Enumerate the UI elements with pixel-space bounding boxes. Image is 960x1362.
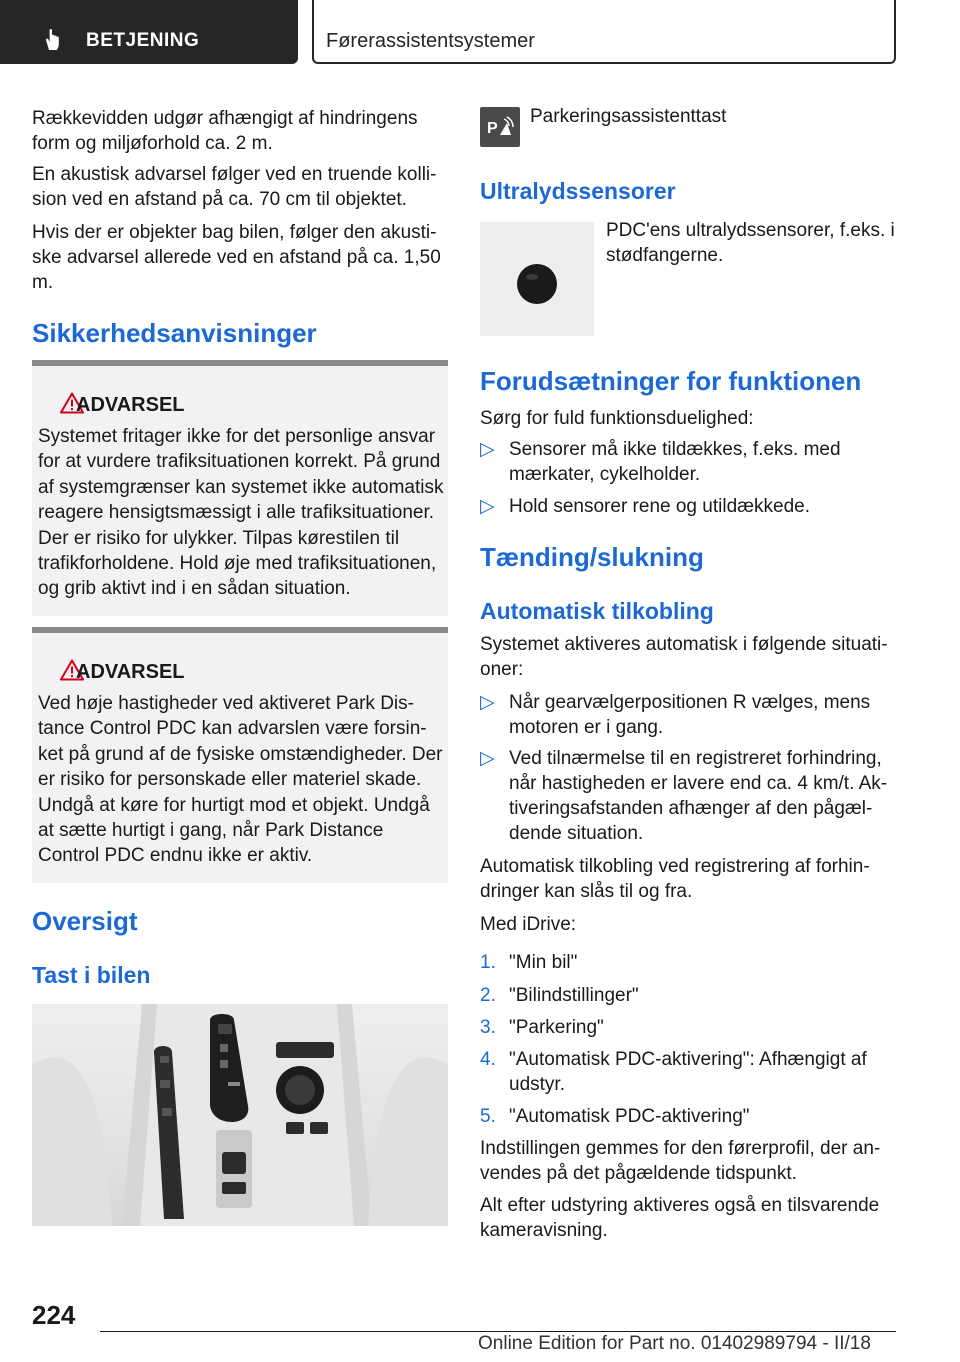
svg-text:P: P — [487, 120, 498, 137]
ultrasonic-sensors-heading: Ultralydssensorer — [480, 178, 676, 204]
footer-rule — [100, 1331, 896, 1332]
chapter-label: BETJENING — [86, 30, 200, 51]
step-text: "Min bil" — [509, 952, 578, 973]
hand-pointer-icon — [40, 26, 66, 52]
requirements-intro: Sørg for fuld funktionsduelighed: — [480, 408, 754, 429]
button-in-car-heading: Tast i bilen — [32, 962, 151, 988]
step-number: 5. — [480, 1106, 496, 1127]
edition-note: Online Edition for Part no. 01402989794 - II/18 — [478, 1333, 871, 1354]
overview-heading: Oversigt — [32, 906, 138, 936]
warning-box-2 — [32, 627, 448, 883]
triangle-bullet-icon: ▷ — [480, 692, 495, 713]
sensor-photo — [480, 222, 594, 336]
camera-view-paragraph: Alt efter udstyring aktiveres også en tilsvarende kameravisning. — [480, 1195, 880, 1241]
warning-text: Ved høje hastigheder ved aktiveret Park Distance Control PDC kan advarslen være forsinket på grund af de fysiske omstændigheder. Der er risiko for personskade eller materiel skade. Undgå at køre for hurtigt mod et objekt. Undgå at sætte hurtigt i gang, når Park Distance Control PDC endnu ikke er aktiv. — [38, 693, 443, 867]
step-number: 4. — [480, 1049, 496, 1070]
warning-title: ADVARSEL — [76, 394, 185, 416]
center-console-illustration — [32, 1004, 448, 1226]
safety-heading: Sikkerhedsanvisninger — [32, 318, 317, 348]
list-item-text: Ved tilnærmelse til en registreret forhindring, når hastigheden er lavere end ca. 4 km/t. Aktiveringsafstanden afhænger af den pågældende situation. — [509, 748, 888, 844]
parking-assist-caption: Parkeringsassistenttast — [530, 106, 727, 127]
step-text: "Automatisk PDC-aktivering": Afhængigt af udstyr. — [509, 1049, 867, 1095]
automatic-activation-heading: Automatisk tilkobling — [480, 598, 714, 624]
range-paragraph: Rækkevidden udgør afhængigt af hindringens form og miljøforhold ca. 2 m. — [32, 108, 418, 154]
idrive-intro: Med iDrive: — [480, 914, 577, 935]
list-item-text: Når gearvælgerpositionen R vælges, mens motoren er i gang. — [509, 692, 871, 738]
step-text: "Automatisk PDC-aktivering" — [509, 1106, 750, 1127]
profile-save-paragraph: Indstillingen gemmes for den førerprofil, der anvendes på det pågældende tidspunkt. — [480, 1138, 881, 1184]
step-text: "Bilindstillinger" — [509, 985, 639, 1006]
parking-assist-button-icon — [480, 107, 520, 147]
list-item-text: Sensorer må ikke tildækkes, f.eks. med mærkater, cykelholder. — [509, 439, 841, 485]
warning-text: Systemet fritager ikke for det personlige ansvar for at vurdere trafiksituationen korrekt. På grund af systemgrænser kan systemet ikke automatisk reagere hensigtsmæssigt i alle trafiksituationer. Der er risiko for ulykker. Tilpas kørestilen til trafikforholdene. Hold øje med trafiksituationen, og grib aktivt ind i en sådan situation. — [38, 426, 444, 600]
section-title: Førerassistentsystemer — [326, 30, 535, 52]
page-number: 224 — [32, 1300, 76, 1330]
step-number: 2. — [480, 985, 496, 1006]
auto-toggle-note: Automatisk tilkobling ved registrering af forhindringer kan slås til og fra. — [480, 856, 870, 902]
acoustic-warning-paragraph: En akustisk advarsel følger ved en truende kollision ved en afstand på ca. 70 cm til objektet. — [32, 164, 437, 210]
sensor-caption: PDC'ens ultralydssensorer, f.eks. i stødfangerne. — [606, 220, 895, 266]
automatic-activation-intro: Systemet aktiveres automatisk i følgende situationer: — [480, 634, 888, 680]
section-header — [312, 0, 896, 64]
warning-box-1 — [32, 360, 448, 616]
triangle-bullet-icon: ▷ — [480, 496, 495, 517]
triangle-bullet-icon: ▷ — [480, 439, 495, 460]
warning-title: ADVARSEL — [76, 661, 185, 683]
chapter-tab — [0, 0, 298, 64]
step-text: "Parkering" — [509, 1017, 604, 1038]
requirements-heading: Forudsætninger for funktionen — [480, 366, 862, 396]
on-off-heading: Tænding/slukning — [480, 542, 704, 572]
triangle-bullet-icon: ▷ — [480, 748, 495, 769]
list-item-text: Hold sensorer rene og utildækkede. — [509, 496, 811, 517]
rear-objects-paragraph: Hvis der er objekter bag bilen, følger den akustiske advarsel allerede ved en afstand på ca. 1,50 m. — [32, 222, 441, 293]
center-console-photo — [32, 1004, 448, 1226]
step-number: 3. — [480, 1017, 496, 1038]
ultrasonic-sensor-icon — [480, 222, 594, 336]
step-number: 1. — [480, 952, 496, 973]
